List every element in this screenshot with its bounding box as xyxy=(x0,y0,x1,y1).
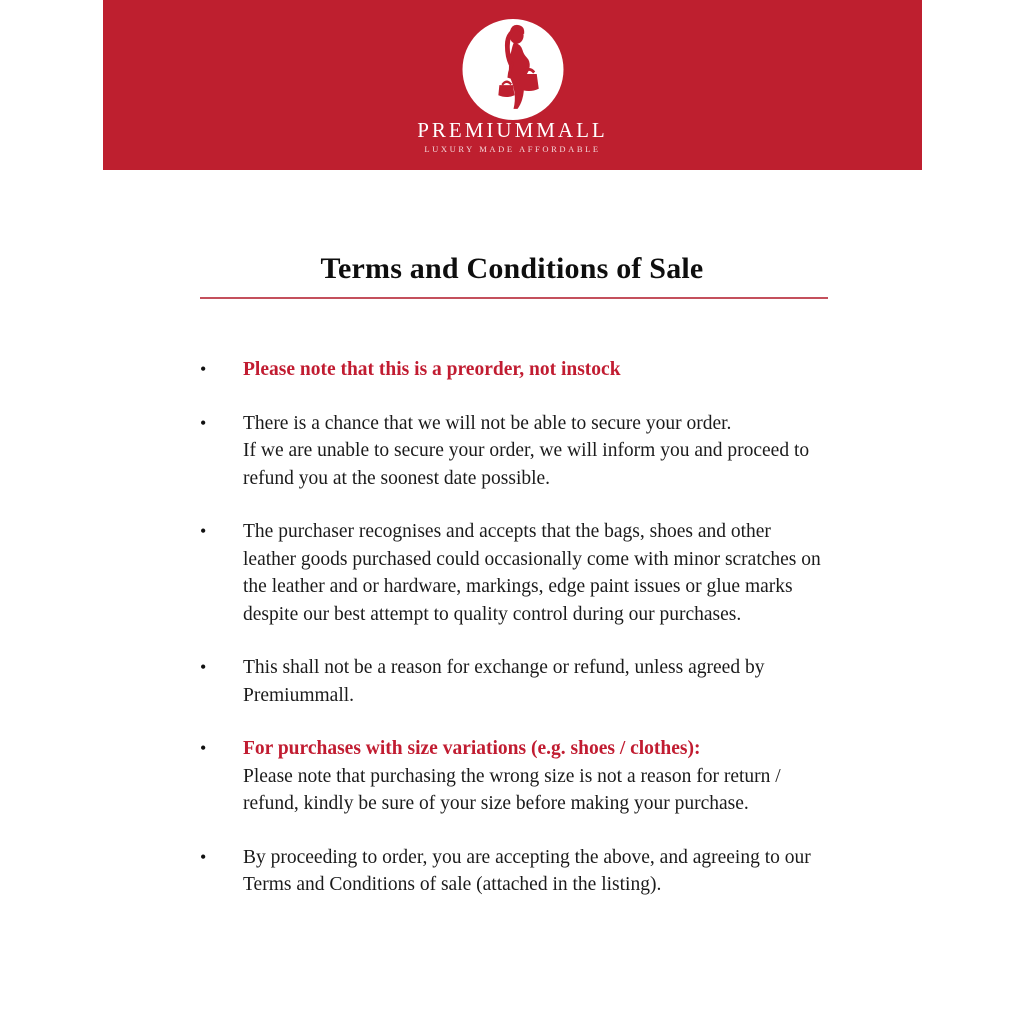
term-line: refund you at the soonest date possible. xyxy=(243,467,551,489)
woman-with-shopping-bags-icon xyxy=(462,19,563,120)
term-line: • By proceeding to order, you are accepting the above, and agreeing to our xyxy=(243,846,811,868)
title-divider xyxy=(200,297,828,299)
term-item-acceptance xyxy=(200,844,850,899)
term-line: • Please note that this is a preorder, not instock xyxy=(243,359,621,380)
term-line: • This shall not be a reason for exchange or refund, unless agreed by xyxy=(243,657,765,678)
term-line: the leather and or hardware, markings, edge paint issues or glue marks xyxy=(243,576,793,597)
term-item-minor-flaws xyxy=(200,518,850,628)
brand-name: PREMIUMMALL xyxy=(417,118,608,142)
term-item-size-variations xyxy=(200,735,850,818)
term-item-preorder-notice xyxy=(200,356,850,384)
term-item-no-refund xyxy=(200,654,850,709)
term-line: • There is a chance that we will not be able to secure your order. xyxy=(243,412,732,434)
term-line: leather goods purchased could occasionally come with minor scratches on xyxy=(243,548,821,570)
brand-logo xyxy=(462,19,563,120)
term-line: If we are unable to secure your order, we will inform you and proceed to xyxy=(243,440,810,461)
term-line: Terms and Conditions of sale (attached in the listing). xyxy=(243,874,662,895)
term-line: Premiummall. xyxy=(243,684,355,706)
terms-document xyxy=(0,170,1024,925)
terms-list xyxy=(200,356,850,899)
brand-banner xyxy=(103,0,922,170)
page-title: Terms and Conditions of Sale xyxy=(320,252,704,285)
term-line: • The purchaser recognises and accepts that the bags, shoes and other xyxy=(243,521,771,542)
term-item-secure-order xyxy=(200,410,850,493)
brand-tagline: LUXURY MADE AFFORDABLE xyxy=(424,144,601,154)
term-line: Please note that purchasing the wrong size is not a reason for return / xyxy=(243,765,781,787)
term-line: refund, kindly be sure of your size before making your purchase. xyxy=(243,793,749,814)
term-line: despite our best attempt to quality control during our purchases. xyxy=(243,603,742,625)
term-line: • For purchases with size variations (e.g. shoes / clothes): xyxy=(243,738,701,759)
